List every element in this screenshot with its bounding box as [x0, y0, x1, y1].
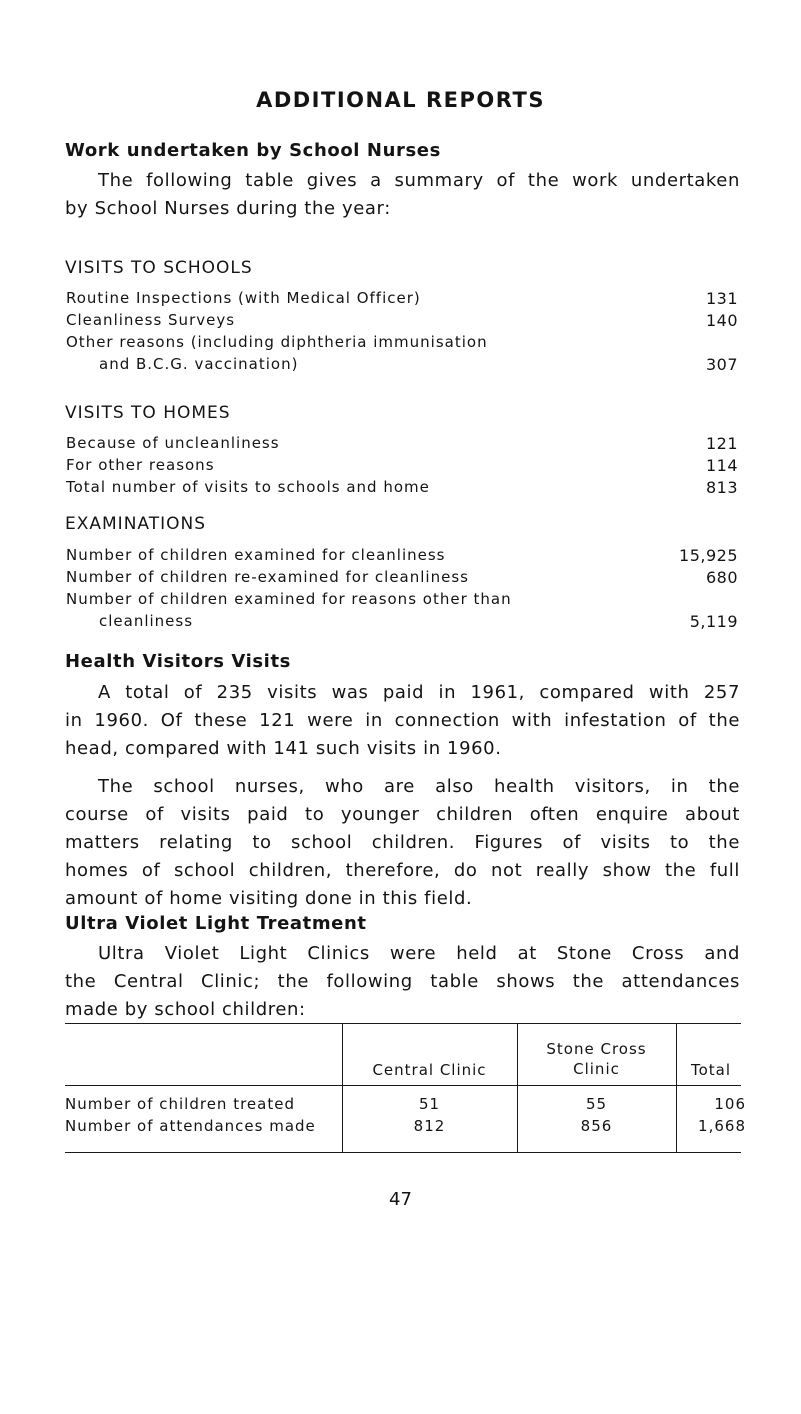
health-visitors-para-2 — [65, 773, 740, 913]
page-number: 47 — [389, 1189, 412, 1210]
row-value: 307 — [705, 355, 738, 374]
row-value: 131 — [705, 289, 738, 308]
visits-homes-row — [66, 434, 738, 454]
col-header-total: Total — [690, 1061, 732, 1079]
para-line: homes of school children, therefore, do not really show the full — [65, 860, 740, 881]
nurses-intro-line-2: by School Nurses during the year: — [65, 198, 391, 219]
row-value: 121 — [705, 434, 738, 453]
visits-homes-row — [66, 478, 738, 498]
row-label: Because of uncleanliness — [66, 434, 280, 452]
table-rule-header — [65, 1085, 741, 1086]
table-cell: 1,668 — [698, 1117, 746, 1135]
table-rule-bottom — [65, 1152, 741, 1153]
ultra-violet-para — [65, 940, 740, 1024]
visits-schools-row — [66, 289, 738, 309]
examinations-row — [66, 546, 738, 566]
row-value: 680 — [705, 568, 738, 587]
row-label: Number of children re-examined for cleanliness — [66, 568, 469, 586]
visits-schools-row — [66, 311, 738, 331]
visits-schools-row — [66, 355, 738, 375]
para-line: head, compared with 141 such visits in 1960. — [65, 738, 502, 759]
row-label: Number of children examined for cleanliness — [66, 546, 446, 564]
para-line: matters relating to school children. Figures of visits to the — [65, 832, 740, 853]
row-label: Total number of visits to schools and home — [66, 478, 430, 496]
visits-schools-label: VISITS TO SCHOOLS — [65, 258, 253, 278]
row-value: 5,119 — [689, 612, 738, 631]
table-rule-top — [65, 1023, 741, 1024]
health-visitors-heading: Health Visitors Visits — [65, 651, 291, 672]
row-label: Other reasons (including diphtheria immunisation — [66, 333, 488, 351]
para-line: course of visits paid to younger children often enquire about — [65, 804, 740, 825]
para-line: The school nurses, who are also health visitors, in the — [98, 776, 740, 797]
col-header-central-clinic: Central Clinic — [372, 1061, 487, 1079]
table-cell: 51 — [418, 1095, 441, 1113]
nurses-intro — [65, 167, 740, 223]
examinations-row — [66, 612, 738, 632]
col-header-stone-cross-line-1: Stone Cross — [546, 1040, 647, 1058]
col-header-stone-cross-line-2: Clinic — [573, 1060, 620, 1078]
row-label: and B.C.G. vaccination) — [99, 355, 299, 373]
table-cell: 812 — [413, 1117, 446, 1135]
row-value: 15,925 — [679, 546, 738, 565]
para-line: amount of home visiting done in this field. — [65, 888, 473, 909]
page-title: ADDITIONAL REPORTS — [256, 88, 545, 112]
visits-homes-row — [66, 456, 738, 476]
visits-homes-label: VISITS TO HOMES — [65, 403, 231, 423]
health-visitors-para-1 — [65, 679, 740, 763]
nurses-heading: Work undertaken by School Nurses — [65, 140, 441, 161]
row-label: Number of children examined for reasons other than — [66, 590, 512, 608]
row-label: Cleanliness Surveys — [66, 311, 236, 329]
uv-attendance-table — [65, 1023, 746, 1153]
table-cell: 856 — [580, 1117, 613, 1135]
table-cell: 106 — [714, 1095, 746, 1113]
ultra-violet-heading: Ultra Violet Light Treatment — [65, 913, 367, 934]
examinations-row — [66, 568, 738, 588]
examinations-row — [66, 590, 738, 610]
para-line: made by school children: — [65, 999, 306, 1020]
nurses-intro-line-1: The following table gives a summary of the work undertaken — [98, 170, 740, 191]
table-row-label: Number of attendances made — [65, 1117, 316, 1135]
row-value: 813 — [705, 478, 738, 497]
examinations-label: EXAMINATIONS — [65, 514, 207, 534]
table-cell: 55 — [585, 1095, 608, 1113]
row-value: 114 — [705, 456, 738, 475]
table-row-label: Number of children treated — [65, 1095, 295, 1113]
para-line: in 1960. Of these 121 were in connection with infestation of the — [65, 710, 740, 731]
para-line: A total of 235 visits was paid in 1961, compared with 257 — [98, 682, 740, 703]
row-label: cleanliness — [99, 612, 194, 630]
row-label: For other reasons — [66, 456, 215, 474]
visits-schools-row — [66, 333, 738, 353]
row-label: Routine Inspections (with Medical Officer) — [66, 289, 421, 307]
para-line: Ultra Violet Light Clinics were held at Stone Cross and — [98, 943, 740, 964]
row-value: 140 — [705, 311, 738, 330]
para-line: the Central Clinic; the following table shows the attendances — [65, 971, 740, 992]
